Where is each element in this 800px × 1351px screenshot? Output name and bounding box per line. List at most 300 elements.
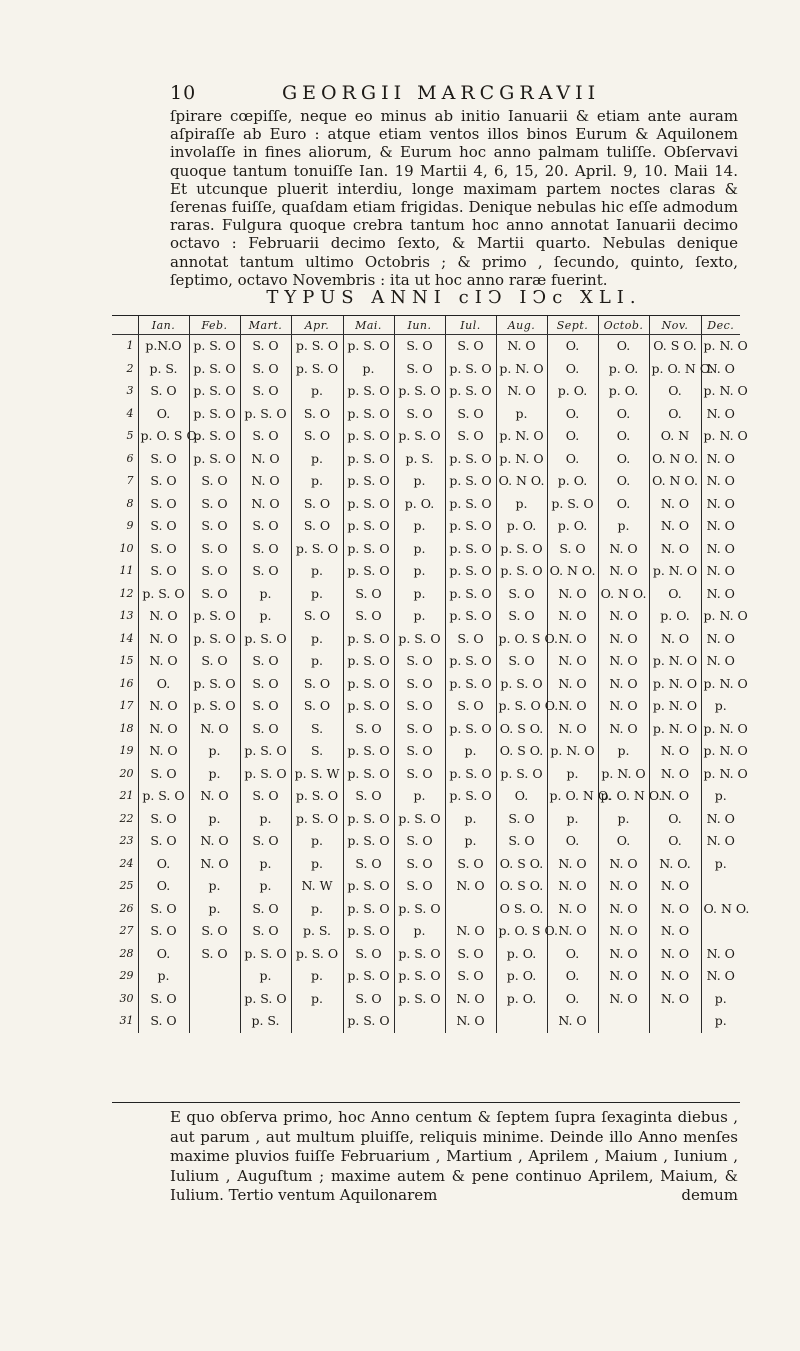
weather-cell: p. N. O <box>649 695 701 718</box>
weather-cell: p.N.O <box>138 335 189 358</box>
weather-cell: p. <box>394 785 445 808</box>
weather-cell: N. O <box>240 493 291 516</box>
weather-cell: O. <box>138 853 189 876</box>
weather-cell: S. O <box>138 920 189 943</box>
weather-cell: p. <box>291 380 343 403</box>
month-header: Octob. <box>598 316 649 335</box>
weather-cell: S. O <box>343 988 394 1011</box>
weather-cell: p. <box>394 515 445 538</box>
weather-cell: O. S O. <box>496 718 547 741</box>
weather-cell: p. S. O <box>240 943 291 966</box>
closing-text: E quo obſerva primo, hoc Anno centum & ſeptem ſupra ſexaginta diebus , aut parum , aut multum pluiſſe, reliquis minime. Deinde illo Anno menſes maxime pluvios fuiſſe Februarium , Martium , Aprilem , Maium , Iunium , Iulium , Auguſtum ; maxime autem & pene continuo Aprilem, Maium, & Iulium. Tertio ventum Aquilonarem <box>170 1108 738 1205</box>
weather-cell: N. O <box>138 650 189 673</box>
month-header-row <box>112 316 740 335</box>
weather-cell: p. O. S O. <box>496 920 547 943</box>
weather-cell: p. S. O <box>394 943 445 966</box>
page-number: 10 <box>170 82 197 104</box>
weather-cell: S. O <box>138 830 189 853</box>
weather-cell: N. O <box>701 358 740 381</box>
day-number: 10 <box>119 541 134 555</box>
weather-cell: p. <box>445 808 496 831</box>
weather-cell: p. S. O <box>394 425 445 448</box>
day-number: 12 <box>119 586 134 600</box>
weather-cell: p. S. O <box>394 808 445 831</box>
weather-cell: O. <box>138 875 189 898</box>
table-row <box>112 515 740 538</box>
weather-cell: N. O <box>701 943 740 966</box>
table-row <box>112 380 740 403</box>
weather-cell: O. S O. <box>496 853 547 876</box>
weather-cell: N. O <box>701 808 740 831</box>
day-number: 17 <box>119 699 134 712</box>
weather-cell: S. O <box>394 673 445 696</box>
table-row <box>112 763 740 786</box>
weather-cell <box>445 898 496 921</box>
day-number: 21 <box>119 789 134 802</box>
weather-cell: p. S. O <box>445 448 496 471</box>
table-row <box>112 403 740 426</box>
weather-cell: p. S. O <box>496 673 547 696</box>
weather-cell: p. S. O <box>547 493 598 516</box>
weather-cell: p. S. O <box>343 560 394 583</box>
weather-cell: p. S. O <box>240 403 291 426</box>
weather-cell: S. O <box>291 605 343 628</box>
weather-cell: N. O <box>598 650 649 673</box>
weather-cell: N. O <box>649 965 701 988</box>
weather-cell: N. O <box>598 920 649 943</box>
weather-cell: S. O <box>394 718 445 741</box>
weather-cell: O. <box>547 830 598 853</box>
weather-cell <box>291 1010 343 1033</box>
weather-cell: N. O <box>649 875 701 898</box>
weather-cell: S. O <box>138 763 189 786</box>
weather-cell: N. O <box>701 965 740 988</box>
weather-cell: O. <box>598 425 649 448</box>
weather-table <box>112 316 750 1033</box>
month-header: Mart. <box>240 316 291 335</box>
weather-cell: N. O <box>598 988 649 1011</box>
weather-cell: N. O <box>598 898 649 921</box>
weather-cell: p. S. O <box>394 988 445 1011</box>
weather-cell <box>496 1010 547 1033</box>
day-number: 4 <box>126 406 134 420</box>
weather-cell: N. O. <box>649 853 701 876</box>
weather-cell: S. O <box>240 785 291 808</box>
weather-cell: S. O <box>189 943 240 966</box>
weather-cell: S. O <box>291 695 343 718</box>
day-number: 11 <box>119 564 134 577</box>
weather-cell <box>189 965 240 988</box>
day-number: 1 <box>126 339 134 352</box>
weather-cell <box>701 875 740 898</box>
weather-cell: S. O <box>240 560 291 583</box>
weather-cell: N. O <box>598 965 649 988</box>
weather-cell: p. S. O <box>240 740 291 763</box>
weather-cell: N. O <box>649 740 701 763</box>
weather-cell: S. O <box>291 673 343 696</box>
weather-cell: O S. O. <box>496 898 547 921</box>
weather-cell: N. O <box>598 695 649 718</box>
table-row <box>112 898 740 921</box>
weather-cell: S. O <box>445 943 496 966</box>
weather-cell: N. O <box>547 1010 598 1033</box>
day-number: 29 <box>119 969 134 982</box>
weather-cell: p. O. <box>547 515 598 538</box>
weather-cell: p. S. O <box>240 628 291 651</box>
weather-cell: p. <box>701 988 740 1011</box>
weather-cell: p. S. O <box>343 380 394 403</box>
table-row <box>112 920 740 943</box>
weather-cell: O. <box>598 403 649 426</box>
day-number: 7 <box>126 474 134 487</box>
weather-cell: S. O <box>138 988 189 1011</box>
table-row <box>112 943 740 966</box>
table-row <box>112 470 740 493</box>
weather-cell: p. S. O <box>343 763 394 786</box>
day-number: 8 <box>126 496 134 510</box>
weather-cell: p. <box>598 740 649 763</box>
weather-cell: N. O <box>701 403 740 426</box>
weather-cell: p. N. O <box>598 763 649 786</box>
weather-cell: p. <box>240 605 291 628</box>
weather-cell: N. O <box>701 628 740 651</box>
weather-cell: O. <box>598 335 649 358</box>
weather-cell: p. S. O <box>343 628 394 651</box>
weather-cell: p. S. O <box>394 898 445 921</box>
weather-cell: p. <box>189 740 240 763</box>
weather-cell: S. O <box>445 335 496 358</box>
weather-cell: N. O <box>138 695 189 718</box>
weather-cell: N. O <box>189 853 240 876</box>
weather-cell: p. O. N O. <box>598 785 649 808</box>
weather-cell: O. <box>547 403 598 426</box>
weather-cell: p. S. O O. <box>496 695 547 718</box>
weather-cell: O. <box>138 403 189 426</box>
weather-cell: p. <box>701 785 740 808</box>
weather-cell: N. O <box>598 718 649 741</box>
weather-cell: S. O <box>496 583 547 606</box>
day-number: 30 <box>119 991 134 1005</box>
table-body <box>112 335 750 1033</box>
weather-cell: p. N. O <box>701 718 740 741</box>
weather-cell: N. O <box>598 605 649 628</box>
weather-cell: p. S. O <box>343 425 394 448</box>
weather-cell: N. O <box>496 335 547 358</box>
weather-cell: p. S. O <box>496 763 547 786</box>
weather-cell: N. O <box>598 943 649 966</box>
day-number: 19 <box>119 744 134 757</box>
weather-cell: O. <box>649 808 701 831</box>
weather-cell: p. O. <box>496 515 547 538</box>
weather-cell: S. O <box>138 493 189 516</box>
weather-cell: p. S. O <box>343 695 394 718</box>
table-row <box>112 560 740 583</box>
weather-cell: p. <box>496 493 547 516</box>
day-number: 20 <box>119 766 134 780</box>
weather-cell: p. <box>240 875 291 898</box>
table-row <box>112 425 740 448</box>
month-header: Sept. <box>547 316 598 335</box>
weather-cell: p. S. O <box>445 650 496 673</box>
weather-cell: p. S. O <box>343 403 394 426</box>
weather-cell: S. <box>291 718 343 741</box>
weather-cell: N. O <box>547 583 598 606</box>
weather-cell: N. O <box>138 605 189 628</box>
weather-cell: S. O <box>138 470 189 493</box>
table-row <box>112 695 740 718</box>
weather-cell: O. S O. <box>496 875 547 898</box>
weather-cell: N. O <box>649 628 701 651</box>
weather-cell: O. <box>598 470 649 493</box>
weather-cell: S. O <box>240 718 291 741</box>
weather-cell: N. O <box>598 560 649 583</box>
weather-cell: p. S. O <box>189 673 240 696</box>
weather-cell: p. <box>189 763 240 786</box>
weather-cell: p. S. O <box>343 1010 394 1033</box>
weather-cell: S. O <box>496 605 547 628</box>
day-number: 5 <box>126 429 134 442</box>
day-number: 26 <box>119 901 134 915</box>
weather-cell: S. O <box>189 538 240 561</box>
table-row <box>112 965 740 988</box>
weather-cell: N. O <box>701 560 740 583</box>
weather-cell: p. N. O <box>649 560 701 583</box>
weather-cell: O. S O. <box>649 335 701 358</box>
table-row <box>112 493 740 516</box>
weather-cell: S. O <box>394 695 445 718</box>
weather-cell: N. O <box>445 988 496 1011</box>
weather-cell: S. O <box>189 650 240 673</box>
weather-cell: O. <box>547 358 598 381</box>
weather-cell: N. O <box>445 920 496 943</box>
weather-cell: p. <box>240 853 291 876</box>
weather-cell: p. S. O <box>445 763 496 786</box>
weather-cell: p. O. <box>496 943 547 966</box>
weather-cell: p. S. O <box>445 493 496 516</box>
weather-cell: p. <box>547 763 598 786</box>
weather-cell: p. S. O <box>291 943 343 966</box>
weather-cell: p. <box>291 853 343 876</box>
weather-cell: p. <box>394 583 445 606</box>
weather-cell: N. O <box>547 853 598 876</box>
weather-cell: S. O <box>240 425 291 448</box>
weather-cell: N. O <box>547 898 598 921</box>
table-row <box>112 448 740 471</box>
weather-cell: O. N O. <box>649 470 701 493</box>
weather-cell: S. <box>291 740 343 763</box>
weather-cell: p. <box>291 560 343 583</box>
day-number: 23 <box>119 834 134 847</box>
weather-cell: N. O <box>598 853 649 876</box>
weather-cell: O. N O. <box>701 898 740 921</box>
table-row <box>112 358 740 381</box>
weather-cell: p. <box>291 470 343 493</box>
weather-cell <box>189 1010 240 1033</box>
weather-cell: p. N. O <box>496 425 547 448</box>
weather-cell: S. O <box>445 403 496 426</box>
weather-cell: p. N. O <box>701 335 740 358</box>
table-row <box>112 853 740 876</box>
weather-cell: p. O. <box>394 493 445 516</box>
weather-cell: S. O <box>189 493 240 516</box>
day-number: 16 <box>119 676 134 690</box>
day-number: 14 <box>119 631 134 645</box>
weather-cell: p. <box>394 920 445 943</box>
weather-cell: p. N. O <box>649 650 701 673</box>
weather-cell: p. <box>343 358 394 381</box>
weather-cell: p. <box>394 560 445 583</box>
weather-cell: S. O <box>394 853 445 876</box>
weather-cell: p. S. O <box>138 583 189 606</box>
weather-cell: S. O <box>394 358 445 381</box>
weather-cell: p. <box>394 470 445 493</box>
weather-cell: p. S. O <box>343 830 394 853</box>
weather-cell: O. <box>547 965 598 988</box>
weather-cell: N. O <box>701 830 740 853</box>
table-row <box>112 785 740 808</box>
weather-table-frame <box>112 315 750 1103</box>
weather-cell: p. S. O <box>445 673 496 696</box>
weather-cell: p. S. O <box>394 628 445 651</box>
weather-cell: S. O <box>547 538 598 561</box>
weather-cell: p. S. O <box>343 448 394 471</box>
weather-cell: p. <box>189 875 240 898</box>
weather-cell: N. O <box>547 718 598 741</box>
day-number: 31 <box>119 1014 134 1027</box>
weather-cell: p. S. O <box>291 538 343 561</box>
month-header: Dec. <box>701 316 740 335</box>
weather-cell: p. O. S O. <box>138 425 189 448</box>
weather-cell: S. O <box>394 650 445 673</box>
weather-cell: O. <box>547 448 598 471</box>
intro-paragraph <box>170 107 738 289</box>
table-row <box>112 650 740 673</box>
weather-cell: p. S. <box>291 920 343 943</box>
weather-cell: S. O <box>496 830 547 853</box>
weather-cell: p. O. N O. <box>547 785 598 808</box>
weather-cell: p. S. O <box>240 988 291 1011</box>
weather-cell: S. O <box>240 920 291 943</box>
weather-cell: p. O. <box>547 380 598 403</box>
weather-cell: S. O <box>291 515 343 538</box>
weather-cell: S. O <box>138 1010 189 1033</box>
weather-cell: S. O <box>445 965 496 988</box>
weather-cell: O. <box>138 673 189 696</box>
table-row <box>112 538 740 561</box>
weather-cell: p. S. O <box>291 808 343 831</box>
month-header: Iun. <box>394 316 445 335</box>
weather-cell: p. S. O <box>343 740 394 763</box>
month-header: Apr. <box>291 316 343 335</box>
weather-cell: S. O <box>291 425 343 448</box>
weather-cell: p. S. O <box>445 785 496 808</box>
month-header: Ian. <box>138 316 189 335</box>
weather-cell: N. O <box>598 628 649 651</box>
weather-cell: p. S. O <box>394 965 445 988</box>
weather-cell: O. S O. <box>496 740 547 763</box>
day-number: 9 <box>126 519 134 532</box>
weather-cell: p. N. O <box>649 673 701 696</box>
weather-cell: S. O <box>496 808 547 831</box>
weather-cell: p. S. O <box>343 470 394 493</box>
weather-cell: N. O <box>547 920 598 943</box>
weather-cell: N. O <box>701 538 740 561</box>
weather-cell: p. O. <box>547 470 598 493</box>
table-row <box>112 673 740 696</box>
table-row <box>112 718 740 741</box>
weather-cell: N. O <box>649 493 701 516</box>
weather-cell: p. <box>291 988 343 1011</box>
weather-cell: S. O <box>240 515 291 538</box>
weather-cell: p. S. O <box>343 808 394 831</box>
weather-cell: N. O <box>547 875 598 898</box>
weather-cell: p. <box>394 605 445 628</box>
weather-cell: S. O <box>394 875 445 898</box>
weather-cell: S. O <box>394 335 445 358</box>
weather-cell: N. O <box>496 380 547 403</box>
weather-cell: p. S. O <box>343 875 394 898</box>
weather-cell: S. O <box>240 335 291 358</box>
weather-cell: p. O. <box>496 965 547 988</box>
month-header: Feb. <box>189 316 240 335</box>
day-number: 2 <box>126 361 134 375</box>
weather-cell: p. S. O <box>496 538 547 561</box>
weather-cell: N. O <box>189 830 240 853</box>
day-number: 28 <box>119 946 134 960</box>
weather-cell: S. O <box>138 380 189 403</box>
weather-cell: p. S. O <box>189 628 240 651</box>
weather-cell: S. O <box>445 628 496 651</box>
table-row <box>112 605 740 628</box>
weather-cell: S. O <box>189 515 240 538</box>
weather-cell: N. O <box>649 988 701 1011</box>
weather-cell: p. S. O <box>343 920 394 943</box>
weather-cell: N. O <box>547 673 598 696</box>
weather-cell: S. O <box>496 650 547 673</box>
weather-cell: S. O <box>394 740 445 763</box>
table-row <box>112 1010 740 1033</box>
weather-cell: N. O <box>138 628 189 651</box>
weather-cell: S. O <box>343 583 394 606</box>
table-row <box>112 335 740 358</box>
weather-cell: p. <box>291 898 343 921</box>
weather-cell: N. O <box>189 718 240 741</box>
weather-cell: N. O <box>701 583 740 606</box>
weather-cell: p. S. O <box>189 448 240 471</box>
weather-cell: O. <box>649 380 701 403</box>
weather-cell: O. <box>649 830 701 853</box>
weather-cell: S. O <box>240 673 291 696</box>
weather-cell: p. S. O <box>189 380 240 403</box>
weather-cell: S. O <box>138 808 189 831</box>
weather-cell: O. N O. <box>496 470 547 493</box>
weather-cell: S. O <box>291 493 343 516</box>
weather-cell: p. S. O <box>189 605 240 628</box>
day-number: 18 <box>119 721 134 735</box>
weather-cell: S. O <box>343 853 394 876</box>
weather-cell: p. <box>445 740 496 763</box>
weather-cell: S. O <box>343 718 394 741</box>
weather-cell: N. O <box>598 538 649 561</box>
weather-cell: p. <box>189 898 240 921</box>
weather-cell: p. O. <box>649 605 701 628</box>
weather-cell: N. O <box>598 673 649 696</box>
weather-cell: O. N <box>649 425 701 448</box>
weather-cell: O. <box>649 583 701 606</box>
weather-cell: N. O <box>547 695 598 718</box>
weather-cell: p. S. O <box>189 335 240 358</box>
weather-cell: p. <box>445 830 496 853</box>
